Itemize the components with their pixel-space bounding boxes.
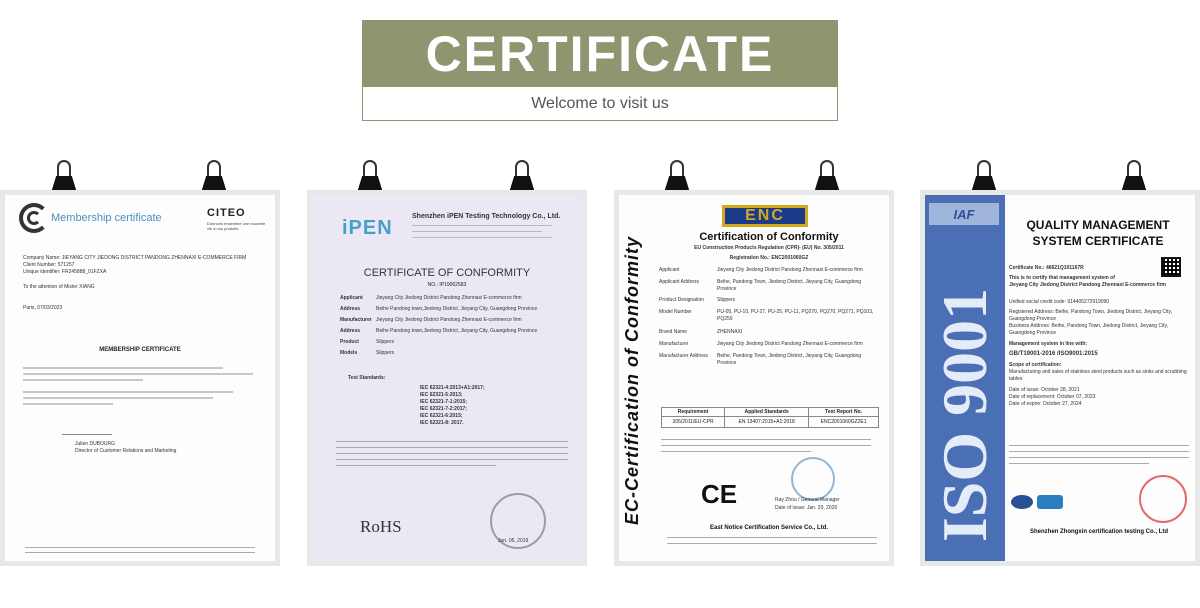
table-header: Applied Standards	[725, 408, 809, 417]
banner-title-bar	[363, 21, 837, 87]
standard-item: IEC 62321-7-1:2015;	[420, 399, 467, 405]
ce-standards-table	[661, 407, 879, 428]
iso-registered-address: Registered Address: Beihe, Pandong Town, Jiedong District, Jieyang City, Guangdong Province	[1009, 309, 1172, 322]
red-seal-icon	[1139, 475, 1187, 523]
certificate-paper	[925, 195, 1195, 561]
ipen-company: Shenzhen iPEN Testing Technology Co., Ltd.	[412, 213, 561, 220]
test-standards-label: Test Standards:	[348, 375, 386, 381]
membership-doc-title: MEMBERSHIP CERTIFICATE	[99, 347, 181, 353]
manufacturer-value: Jieyang City Jiedong District Pandong Zhennaxi E-commerce firm	[376, 317, 522, 323]
signer-title: Director of Customer Relations and Marketing	[75, 448, 177, 454]
applicant-label: Applicant	[340, 295, 363, 301]
models-value: Slippers	[376, 350, 395, 356]
ec-side-text: EC-Certification of Conformity	[621, 236, 642, 525]
iso-title-line2: SYSTEM CERTIFICATE	[1032, 234, 1164, 248]
certificate-paper	[5, 195, 275, 561]
iaf-logo: IAF	[929, 203, 999, 225]
signer-name: Julien DUBOURG	[75, 441, 116, 447]
iso-date-issue: Date of issue: October 28, 2021	[1009, 387, 1080, 393]
iso-title-line1: QUALITY MANAGEMENT	[1026, 218, 1170, 232]
company-seal-icon	[791, 457, 835, 501]
citeo-tagline: Donnons ensemble une nouvelle vie à nos produits	[207, 221, 266, 231]
ce-row-label: Manufacturer Address	[659, 353, 708, 359]
address-label: Address	[340, 306, 361, 312]
company-name: Company Name: JIEYANG CITY JIEDONG DISTRICT PANDONG ZHENNAXI E-COMMERCE FIRM	[23, 255, 247, 261]
table-header: Requirement	[662, 408, 725, 417]
certificate-paper	[619, 195, 889, 561]
iso-title	[1007, 217, 1189, 249]
certificate-card-iso[interactable]	[920, 190, 1200, 566]
cnas-badge-icon	[1037, 495, 1063, 509]
table-cell: ENC2001060GZ2E1	[809, 417, 879, 428]
rohs-title: CERTIFICATE OF CONFORMITY	[363, 267, 531, 279]
table-cell: EN 13407:2015+A1:2018	[725, 417, 809, 428]
ce-row-value: Beihe, Pandong Town, Jiedong District, Jieyang City, Guangdong Province	[717, 353, 862, 366]
address-value: Beihe Pandong town,Jiedong District, Jieyang City, Guangdong Province	[376, 328, 538, 334]
iso-date-replacement: Date of replacement: October 07, 2023	[1009, 394, 1096, 400]
ce-regulation: EU Construction Products Regulation (CPR)- (EU) No. 305/2011	[694, 245, 844, 251]
ce-row-value: Slippers	[717, 297, 736, 303]
page-subtitle: Welcome to visit us	[531, 94, 669, 112]
issue-date: Paris, 07/03/2023	[23, 305, 63, 311]
certificate-paper	[312, 195, 582, 561]
ce-company: East Notice Certification Service Co., Ltd.	[709, 525, 829, 531]
standard-item: IEC 62321-6:2015;	[420, 413, 463, 419]
unique-identifier: Unique identifier: FR245888_01FZXA	[23, 269, 107, 275]
standard-item: IEC 62321-5:2013;	[420, 392, 463, 398]
iso-certify: This is to certify that management system of	[1009, 275, 1115, 281]
ce-row-value: Jieyang City Jiedong District Pandong Zhennaxi E-commerce firm	[717, 341, 863, 347]
address-label: Address	[340, 328, 361, 334]
table-header: Test Report No.	[809, 408, 879, 417]
iaf-badge-icon	[1011, 495, 1033, 509]
ce-row-label: Manufacturer	[659, 341, 689, 347]
standard-item: IEC 62321-8: 2017.	[420, 420, 464, 426]
iso-details	[1009, 265, 1169, 289]
ce-row-value: ZHENNAXI	[717, 329, 743, 335]
iso-system-line: Management system in line with:	[1009, 341, 1088, 347]
iso-scope-label: Scope of certification:	[1009, 362, 1062, 368]
iso-addresses	[1009, 299, 1193, 408]
rohs-cert-no: NO.: IP19062583	[427, 282, 467, 288]
ce-signer: Ray Zhou / General Manager	[775, 497, 840, 503]
iso-date-expire: Date of expire: October 27, 2024	[1009, 401, 1082, 407]
certificate-card-rohs[interactable]	[307, 190, 587, 566]
iso-scope: Manufacturing and sales of stainless steel products such as sinks and scrubbing tables	[1009, 369, 1187, 382]
applicant-value: Jieyang City Jiedong District Pandong Zhennaxi E-commerce firm	[376, 295, 522, 301]
ce-row-label: Brand Name	[659, 329, 688, 335]
product-label: Product	[340, 339, 359, 345]
ce-row-label: Applicant Address	[659, 279, 700, 285]
product-value: Slippers	[376, 339, 395, 345]
ce-row-value: PU-05, PU-10, PU-27, PU-25, PU-11, PQ270, PQ270, PQ271, PQ103, PQ259	[717, 309, 874, 322]
models-label: Models	[340, 350, 358, 356]
ce-row-value: Jieyang City Jiedong District Pandong Zhennaxi E-commerce firm	[717, 267, 863, 273]
client-info	[23, 255, 273, 312]
standard-item: IEC 62321-7-2:2017;	[420, 406, 467, 412]
signer-block	[75, 441, 176, 455]
ce-date-issue: Date of issue: Jan. 20, 2020	[775, 505, 838, 511]
seal-date: Jun. 05, 2019	[498, 538, 529, 544]
iso-company: Jieyang City Jiedong District Pandong Zhennaxi E-commerce firm	[1009, 282, 1166, 288]
rohs-details	[340, 295, 575, 361]
ce-row-label: Product Designation	[659, 297, 705, 303]
ce-row-label: Model Number	[659, 309, 692, 315]
citeo-logo: CITEO	[207, 207, 246, 219]
ce-title: Certification of Conformity	[699, 231, 839, 243]
signature	[62, 417, 119, 435]
membership-label: Membership certificate	[51, 212, 162, 224]
iso-credit-code: Unified social credit code: 914405272919090	[1009, 299, 1110, 305]
ce-details	[659, 267, 881, 371]
certificate-card-ce[interactable]	[614, 190, 894, 566]
ipen-logo: iPEN	[342, 217, 393, 239]
standard-item: IEC 62321-4:2013+A1:2017;	[420, 385, 485, 391]
ce-row-value: Beihe, Pandong Town, Jiedong District, Jieyang City, Guangdong Province	[717, 279, 862, 292]
certificate-card-membership[interactable]	[0, 190, 280, 566]
iso-standard: GB/T19001-2016 /ISO9001:2015	[1009, 351, 1098, 357]
iso-side-panel	[925, 195, 1005, 561]
iso-footer: Shenzhen Zhongxin certification testing Co., Ltd	[1030, 529, 1168, 535]
membership-logo-inner-icon	[27, 211, 41, 225]
address-value: Beihe Pandong town,Jiedong District, Jieyang City, Guangdong Province	[376, 306, 538, 312]
header-banner	[362, 20, 838, 121]
page-title: CERTIFICATE	[425, 26, 775, 82]
iso-cert-no: Certificate No.: 46621Q101167R	[1009, 265, 1084, 271]
iso-side-title	[925, 287, 1005, 543]
client-number: Client Number: 571257	[23, 262, 75, 268]
manufacturer-label: Manufacturer	[340, 317, 372, 323]
iso-business-address: Business Address: Beihe, Pandong Town, Jiedong District, Jieyang City, Guangdong Province	[1009, 323, 1169, 336]
iso-side-text: ISO 9001	[929, 287, 1000, 543]
rohs-mark: RoHS	[360, 517, 402, 536]
ce-mark: CE	[701, 479, 738, 509]
attention-line: To the attention of Mister XIANG	[23, 284, 95, 290]
ec-side-title	[621, 203, 643, 558]
standards-list	[420, 385, 485, 427]
ce-row-label: Applicant	[659, 267, 680, 273]
enc-logo: ENC	[722, 205, 808, 227]
table-cell: 305/2011/EU-CPR	[662, 417, 725, 428]
ce-reg-number: Registration No.: ENC2001060GZ	[729, 255, 809, 261]
